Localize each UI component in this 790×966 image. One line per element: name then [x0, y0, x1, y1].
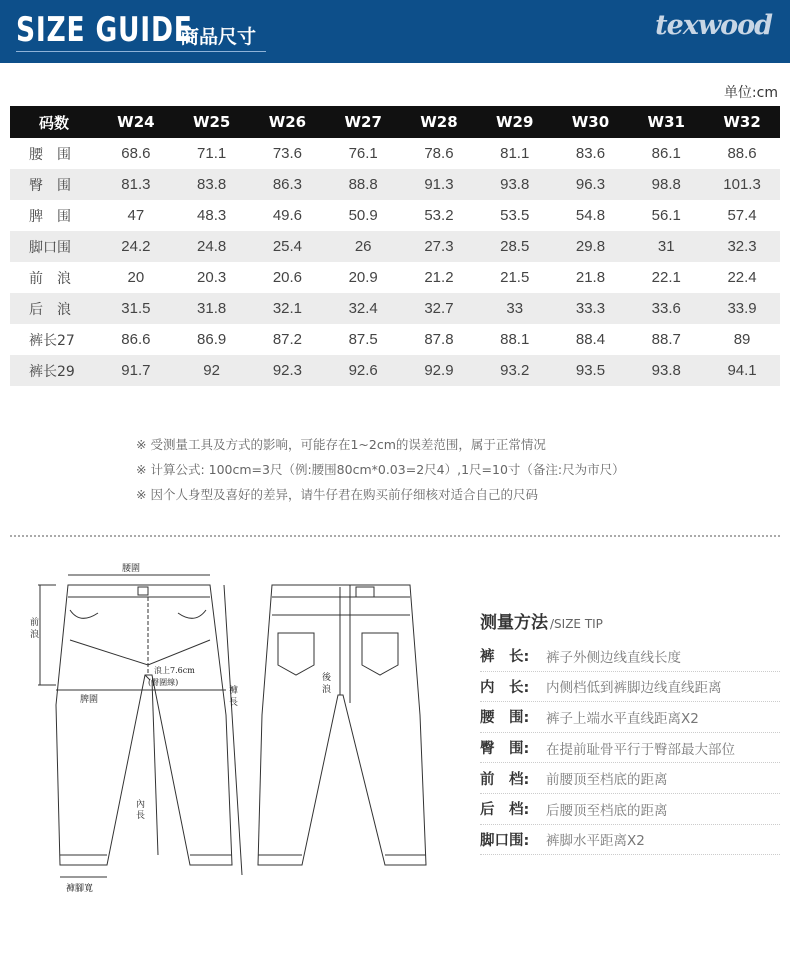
measure-value: 前腰顶至档底的距离 — [546, 772, 668, 789]
table-row — [10, 293, 780, 324]
table-cell: 93.2 — [477, 355, 553, 386]
table-row — [10, 200, 780, 231]
measure-key: 内 长: — [480, 679, 530, 696]
table-cell: 86.1 — [651, 145, 681, 162]
column-header: W32 — [704, 106, 780, 138]
table-cell: 94.1 — [704, 355, 780, 386]
front-jeans-outline — [56, 585, 232, 865]
back-jeans-outline — [258, 585, 426, 865]
table-cell: 93.5 — [553, 355, 629, 386]
table-cell: 81.3 — [98, 169, 174, 200]
measure-item — [480, 641, 780, 672]
label-front-rise-2: 浪 — [30, 630, 40, 640]
table-cell: 78.6 — [424, 145, 454, 162]
table-row — [10, 324, 780, 355]
table-cell: 91.7 — [98, 355, 174, 386]
table-cell: 21.8 — [575, 269, 606, 286]
table-cell: 92.9 — [401, 355, 477, 386]
table-cell: 33.6 — [628, 293, 704, 324]
measure-item — [480, 763, 780, 794]
measure-item — [480, 702, 780, 733]
measure-item — [480, 825, 780, 856]
table-cell: 53.5 — [500, 207, 530, 224]
table-cell: 98.8 — [628, 169, 704, 200]
unit-label: 单位:cm — [723, 85, 778, 101]
label-back-rise-1: 後 — [322, 673, 332, 683]
table-cell: 24.2 — [98, 231, 174, 262]
column-header: W27 — [325, 106, 401, 138]
column-header: W31 — [628, 106, 704, 138]
table-cell: 83.8 — [174, 169, 250, 200]
table-cell: 71.1 — [197, 145, 227, 162]
table-cell: 96.3 — [553, 169, 629, 200]
table-cell: 56.1 — [651, 207, 681, 224]
table-cell: 87.5 — [348, 331, 378, 348]
row-label: 脚口围 — [10, 231, 98, 262]
table-cell: 20 — [127, 269, 145, 286]
table-cell: 88.8 — [325, 169, 401, 200]
measure-item — [480, 672, 780, 703]
measure-method-title — [480, 608, 780, 633]
label-inseam-1: 內 — [136, 800, 146, 810]
size-guide-title-cn: 商品尺寸 — [180, 26, 257, 48]
table-row — [10, 169, 780, 200]
table-cell: 81.1 — [500, 145, 530, 162]
table-cell: 27.3 — [401, 231, 477, 262]
table-cell: 22.1 — [651, 269, 681, 286]
table-cell: 93.8 — [628, 355, 704, 386]
table-cell: 86.6 — [121, 331, 151, 348]
column-header: W28 — [401, 106, 477, 138]
row-label: 脾 围 — [29, 208, 71, 225]
table-cell: 86.9 — [197, 331, 227, 348]
row-label: 腰 围 — [29, 146, 71, 163]
row-label: 臀 围 — [10, 169, 98, 200]
table-cell: 32.4 — [325, 293, 401, 324]
table-cell: 31.5 — [98, 293, 174, 324]
row-label: 后 浪 — [10, 293, 98, 324]
measure-key: 臀 围: — [480, 741, 530, 758]
table-cell: 29.8 — [553, 231, 629, 262]
table-cell: 88.6 — [727, 145, 757, 162]
table-cell: 48.3 — [197, 207, 227, 224]
measure-value: 在提前耻骨平行于臀部最大部位 — [546, 741, 735, 758]
size-table — [10, 106, 780, 386]
table-row — [10, 262, 780, 293]
table-cell: 83.6 — [575, 145, 606, 162]
table-cell: 93.8 — [477, 169, 553, 200]
table-cell: 68.6 — [121, 145, 151, 162]
table-cell: 87.8 — [424, 331, 454, 348]
row-label: 裤长27 — [29, 332, 75, 349]
measure-item — [480, 733, 780, 764]
table-cell: 21.5 — [500, 269, 530, 286]
table-cell: 20.3 — [197, 269, 227, 286]
size-guide-title: SIZE GUIDE — [16, 10, 193, 50]
column-header: W26 — [250, 106, 326, 138]
table-cell: 76.1 — [348, 145, 378, 162]
table-cell: 20.9 — [348, 269, 378, 286]
table-cell: 21.2 — [424, 269, 454, 286]
label-waist: 腰圍 — [122, 564, 141, 574]
measure-value: 内侧档低到裤脚边线直线距离 — [546, 680, 722, 697]
table-cell: 54.8 — [575, 207, 606, 224]
table-row — [10, 355, 780, 386]
table-cell: 33 — [477, 293, 553, 324]
note-line: ※ 计算公式: 100cm=3尺（例:腰围80cm*0.03=2尺4）,1尺=10寸（备注:尺为市尺） — [136, 462, 625, 477]
table-header-row — [10, 106, 780, 138]
table-cell: 31.8 — [174, 293, 250, 324]
label-length-1: 褲 — [229, 686, 239, 696]
table-cell: 50.9 — [348, 207, 378, 224]
note-line: ※ 受测量工具及方式的影响，可能存在1~2cm的误差范围，属于正常情况 — [136, 437, 546, 452]
measure-method-title-cn: 测量方法 — [480, 613, 548, 633]
label-inseam-2: 長 — [136, 811, 146, 821]
label-length-2: 長 — [229, 698, 239, 708]
dotted-divider — [10, 535, 780, 537]
column-header: W29 — [477, 106, 553, 138]
header-banner — [0, 0, 790, 63]
label-hem: 褲腳寬 — [66, 884, 94, 894]
measure-item — [480, 794, 780, 825]
table-cell: 20.6 — [272, 269, 303, 286]
column-header: W24 — [98, 106, 174, 138]
table-cell: 88.7 — [651, 331, 681, 348]
table-cell: 92.3 — [250, 355, 326, 386]
measure-method-title-en: /SIZE TIP — [550, 617, 603, 631]
label-rise-note-1: 浪上7.6cm — [154, 666, 195, 675]
table-cell: 32.3 — [704, 231, 780, 262]
table-row — [10, 138, 780, 169]
table-cell: 49.6 — [272, 207, 303, 224]
table-cell: 73.6 — [272, 145, 303, 162]
table-cell: 22.4 — [727, 269, 757, 286]
label-thigh: 脾圍 — [80, 695, 99, 705]
measure-key: 裤 长: — [480, 649, 530, 666]
note-line: ※ 因个人身型及喜好的差异，请牛仔君在购买前仔细核对适合自己的尺码 — [136, 487, 538, 502]
table-cell: 88.4 — [575, 331, 606, 348]
table-cell: 24.8 — [174, 231, 250, 262]
table-cell: 53.2 — [424, 207, 454, 224]
table-cell: 92.6 — [325, 355, 401, 386]
row-label: 裤长29 — [10, 355, 98, 386]
table-cell: 87.2 — [272, 331, 303, 348]
column-header: W25 — [174, 106, 250, 138]
column-header: W30 — [553, 106, 629, 138]
measure-key: 前 档: — [480, 771, 530, 788]
measure-method-panel — [480, 608, 780, 855]
table-cell: 25.4 — [250, 231, 326, 262]
table-cell: 92 — [174, 355, 250, 386]
title-underline — [16, 51, 266, 52]
measure-key: 腰 围: — [480, 710, 530, 727]
table-cell: 32.7 — [401, 293, 477, 324]
table-cell: 57.4 — [727, 207, 757, 224]
row-label: 前 浪 — [29, 270, 71, 287]
table-body — [10, 138, 780, 386]
table-cell: 47 — [127, 207, 145, 224]
table-cell: 89 — [733, 331, 751, 348]
label-front-rise-1: 前 — [30, 618, 40, 628]
label-back-rise-2: 浪 — [322, 685, 332, 695]
notes — [136, 432, 625, 507]
table-cell: 88.1 — [500, 331, 530, 348]
measure-value: 裤子上端水平直线距离X2 — [546, 710, 699, 727]
table-cell: 26 — [325, 231, 401, 262]
table-cell: 33.3 — [553, 293, 629, 324]
measure-value: 裤脚水平距离X2 — [546, 833, 645, 850]
table-cell: 91.3 — [401, 169, 477, 200]
table-cell: 28.5 — [477, 231, 553, 262]
measure-value: 裤子外侧边线直线长度 — [546, 649, 681, 666]
measure-value: 后腰顶至档底的距离 — [546, 802, 668, 819]
jeans-measurement-diagram — [10, 555, 430, 905]
measure-key: 脚口围: — [480, 832, 530, 849]
measure-key: 后 档: — [480, 802, 530, 819]
table-row — [10, 231, 780, 262]
table-cell: 33.9 — [704, 293, 780, 324]
label-rise-note-2: (臀圍線) — [148, 678, 179, 687]
table-cell: 31 — [628, 231, 704, 262]
table-cell: 86.3 — [250, 169, 326, 200]
table-cell: 101.3 — [704, 169, 780, 200]
texwood-logo: texwood — [655, 10, 772, 41]
table-cell: 32.1 — [250, 293, 326, 324]
column-header: 码数 — [10, 106, 98, 138]
